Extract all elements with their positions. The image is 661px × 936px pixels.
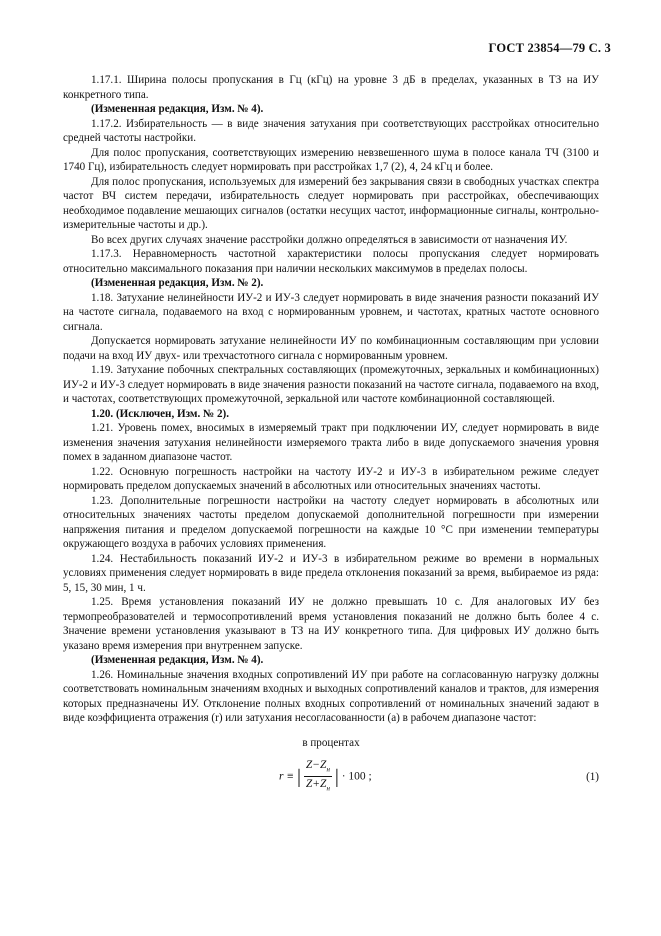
abs-bar-left: | <box>297 765 302 788</box>
paragraph: Во всех других случаях значение расстройки должно определяться в зависимости от назначения ИУ. <box>91 233 568 246</box>
amendment-note: 1.20. (Исключен, Изм. № 2). <box>91 407 229 420</box>
paragraph: 1.24. Нестабильность показаний ИУ-2 и ИУ-3 в избирательном режиме во времени в нормальных условиях применения следует нормировать в виде предела отклонения показаний за время, выбираемое из ряда: 5, 15, 30 мин, 1 ч. <box>63 552 599 594</box>
paragraph-list <box>63 73 599 726</box>
paragraph: 1.22. Основную погрешность настройки на частоту ИУ-2 и ИУ-3 в избирательном режиме следует нормировать пределом допускаемых значений в абсолютных или относительных значениях частоты. <box>63 465 599 492</box>
paragraph: 1.23. Дополнительные погрешности настройки на частоту следует нормировать в абсолютных или относительных значениях частоты пределом допускаемой дополнительной погрешности при измерении напряжения питания и пределом допускаемой погрешности на каждые 10 °С при изменении температуры окружающего воздуха в рабочих условиях применения. <box>63 494 599 550</box>
formula-expression <box>279 758 372 796</box>
paragraph: 1.18. Затухание нелинейности ИУ-2 и ИУ-3 следует нормировать в виде значения разности показаний ИУ на частоте сигнала, подаваемого на вход с нормированным уровнем, и частотах, кратных частоте основного сигнала. <box>63 291 599 333</box>
formula-caption: в процентах <box>302 736 360 749</box>
formula-lhs: r ≡ <box>279 770 295 783</box>
paragraph: 1.19. Затухание побочных спектральных составляющих (промежуточных, зеркальных и комбинационных) ИУ-2 и ИУ-3 следует нормировать в виде значения разности показаний на частоте сигнала, подаваемого на вход, и частотах, соответствующих промежуточной, зеркальной или частоте комбинационной составляющей. <box>63 364 599 405</box>
paragraph: 1.25. Время установления показаний ИУ не должно превышать 10 с. Для аналоговых ИУ без термопреобразователей и термосопротивлений время установления показаний не должно быть более 4 с. Значение времени установления указывают в ТЗ на ИУ конкретного типа. Для цифровых ИУ должно быть указано время измерения при внутреннем запуске. <box>63 596 599 652</box>
formula-denominator: Z+Z <box>305 778 327 791</box>
amendment-note: (Измененная редакция, Изм. № 4). <box>91 654 264 666</box>
formula-1 <box>63 758 599 794</box>
abs-bar-right: | <box>334 765 339 788</box>
paragraph: Для полос пропускания, используемых для измерений без закрывания связи в свободных участках спектра частот ВЧ систем передачи, избирательность следует нормировать при расстройках, обеспечивающих необходимое подавление мешающих сигналов (остатки несущих частот, информационные сигналы, контрольно-измерительные частоты и др.). <box>63 175 599 231</box>
formula-number: (1) <box>586 771 599 783</box>
paragraph: 1.17.1. Ширина полосы пропускания в Гц (кГц) на уровне 3 дБ в пределах, указанных в ТЗ на ИУ конкретного типа. <box>63 74 599 101</box>
denominator-sub: н <box>326 784 330 793</box>
paragraph: 1.17.3. Неравномерность частотной характеристики полосы пропускания следует нормировать относительно максимального показания при наличии нескольких максимумов в пределах полосы. <box>63 248 599 275</box>
amendment-note: (Измененная редакция, Изм. № 2). <box>91 277 264 289</box>
document-body <box>63 73 599 794</box>
paragraph: 1.21. Уровень помех, вносимых в измеряемый тракт при подключении ИУ, следует нормировать в виде изменения значения затухания нелинейности измеряемого тракта либо в виде допускаемого значения уровня помех в заданном диапазоне частот. <box>63 422 599 463</box>
page-header: ГОСТ 23854—79 С. 3 <box>488 41 611 55</box>
paragraph: Допускается нормировать затухание нелинейности ИУ по комбинационным составляющим при условии подачи на вход ИУ двух- или трехчастотного сигнала с нормированным уровнем. <box>63 335 599 362</box>
paragraph: 1.26. Номинальные значения входных сопротивлений ИУ при работе на согласованную нагрузку должны соответствовать номинальным значениям входных и выходных сопротивлений каналов и трактов, для измерения которых предназначены ИУ. Отклонение полных входных сопротивлений от номинальных значений задают в виде коэффициента отражения (r) или затухания несогласованности (a) в рабочем диапазоне частот: <box>63 668 599 724</box>
amendment-note: (Измененная редакция, Изм. № 4). <box>91 103 264 115</box>
numerator-sub: н <box>326 765 330 774</box>
paragraph: Для полос пропускания, соответствующих измерению невзвешенного шума в полосе канала ТЧ (3100 и 1740 Гц), избирательность следует нормировать при расстройках 1,7 (2), 4, 24 кГц и более. <box>63 146 599 173</box>
formula-fraction <box>304 758 332 796</box>
paragraph: 1.17.2. Избирательность — в виде значения затухания при соответствующих расстройках относительно средней частоты настройки. <box>63 117 599 144</box>
formula-rhs: · 100 ; <box>341 770 372 783</box>
formula-numerator: Z−Z <box>305 759 327 771</box>
